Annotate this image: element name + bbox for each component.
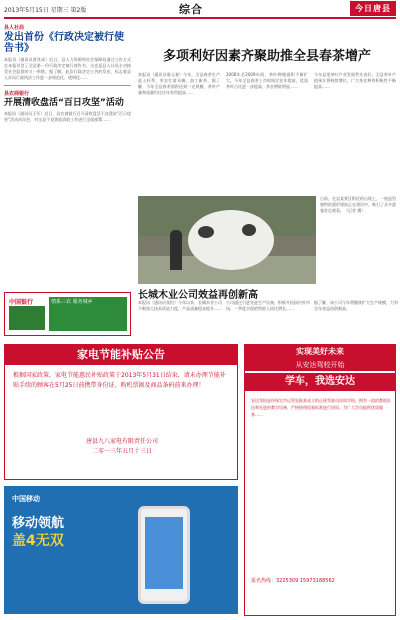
changcheng-article [138, 300, 396, 340]
main-article [138, 72, 396, 192]
bank-name: 中国银行 [9, 299, 34, 306]
photo-window-left [198, 226, 214, 238]
article-body-rural-bank: 本报讯（通讯员王军）近日，县农商银行召开清收盘活不良贷款“百日攻坚”活动动员会，对全县不良贷款清收工作进行全面部署…… [4, 111, 131, 122]
main-headline[interactable]: 多项利好因素齐聚助推全县春茶增产 [162, 49, 371, 64]
newspaper-logo: 今日唐县 [350, 1, 396, 16]
notice-title: 家电节能补贴公告 [5, 345, 237, 365]
mobile-ad-line2: 盖4无双 [12, 533, 64, 549]
article-body-hr-bureau: 本报讯（通讯员贾兆成）近日，县人力资源和社会保障局通过公告方式在本报刊登了全县第一份行政决定被行使告书，这也是县人社局主动接受社会监督的又一举措。据了解，此次行政决定公告的发布，标志着县人社局行政执法工作进一步规范化、透明化…… [4, 57, 131, 80]
cw-col-2: 公司通过引进先进生产设备，积极开拓国内外市场，一季度实现销售收入同比增长…… [226, 300, 310, 311]
bank-advertisement[interactable] [4, 292, 131, 336]
photo-caption: 日前，在县某景区附近的山坡上，一座造型独特的蛋形建筑正在建设中，吸引了众多游客驻足观看。（记者 摄） [320, 196, 396, 213]
bank-slogan: 情系三农 服务城乡 [49, 297, 127, 331]
headline-rural-bank[interactable]: 开展清收盘活“百日攻坚”活动 [4, 98, 124, 108]
kicker-hr-bureau: 县人社局 [4, 25, 25, 31]
article-col-1: 本报讯（通讯员耿元春）今年，全县春茶生产进入旺季，茶农忙着采摘、加工新茶。据了解，今年全县春茶面积达到一定规模，茶叶产量和质量均比往年有所提高…… [138, 72, 220, 95]
china-mobile-advertisement[interactable] [4, 486, 238, 614]
headline-changcheng[interactable]: 长城木业公司效益再创新高 [138, 290, 258, 301]
bank-logo-icon [9, 306, 45, 330]
appliance-subsidy-notice [4, 344, 238, 480]
divider [4, 85, 131, 86]
notice-date: 二零一三年五月十三日 [91, 448, 152, 455]
section-title: 综合 [179, 3, 203, 16]
cw-col-3: 据了解，该公司今年将继续扩大生产规模，力争全年效益再创新高。 [314, 300, 398, 311]
china-mobile-brand: 中国移动 [12, 495, 40, 503]
article-col-2: 2008年至2009年间，茶叶种植面积不断扩大。今年全县春茶上市时间比往年提前，优质茶叶占比进一步提高，茶农增收明显…… [226, 72, 308, 89]
photo-window-right [242, 224, 256, 236]
school-headline-2: 从安达驾校开始 [245, 359, 395, 371]
mobile-ad-line1: 移动领航 [12, 516, 65, 531]
issue-date: 2013年5月15日 星期三 第2版 [4, 7, 87, 14]
school-title: 学车，我选安达 [245, 373, 395, 391]
notice-company: 唐县九八家电有限责任公司 [85, 438, 158, 445]
phone-screen [145, 517, 183, 589]
masthead [4, 0, 396, 19]
school-contact[interactable]: 报名热线：3225309 15973188562 [251, 578, 335, 584]
school-body: 安达驾校是经保定市运管处批准成立的正规驾驶员培训学校，拥有一流的教练队伍和先进的教学设备，严格按照国家标准进行培训，为广大学员提供优质服务…… [251, 398, 391, 417]
main-headline-banner [138, 44, 396, 70]
kicker-rural-bank: 县农商银行 [4, 91, 30, 97]
article-col-3: 今年县里茶叶产业发展势头良好，全县茶叶产值预计将持续增长，广大茶农种茶积极性不断提高…… [314, 72, 396, 89]
headline-hr-bureau[interactable]: 发出首份《行政决定被行使告书》 [4, 32, 124, 54]
driving-school-advertisement[interactable] [244, 344, 396, 616]
photo-person [170, 230, 182, 270]
phone-image [138, 506, 190, 604]
photo-egg-structure [188, 210, 274, 270]
school-headline-1: 实现美好未来 [245, 345, 395, 359]
notice-signature [13, 437, 231, 457]
notice-body: 根据国家政策，家电节能惠民补贴政策于2013年5月31日结束，请未办理节能补贴手续的顾客在5月25日前携带身份证、购机票据及商品条码前来办理！ [13, 372, 226, 389]
cw-col-1: 本报讯（通讯员张恒）今年以来，长城木业公司不断加大技术改造力度，产品质量稳步提升…… [138, 300, 222, 311]
news-photo [138, 196, 316, 284]
